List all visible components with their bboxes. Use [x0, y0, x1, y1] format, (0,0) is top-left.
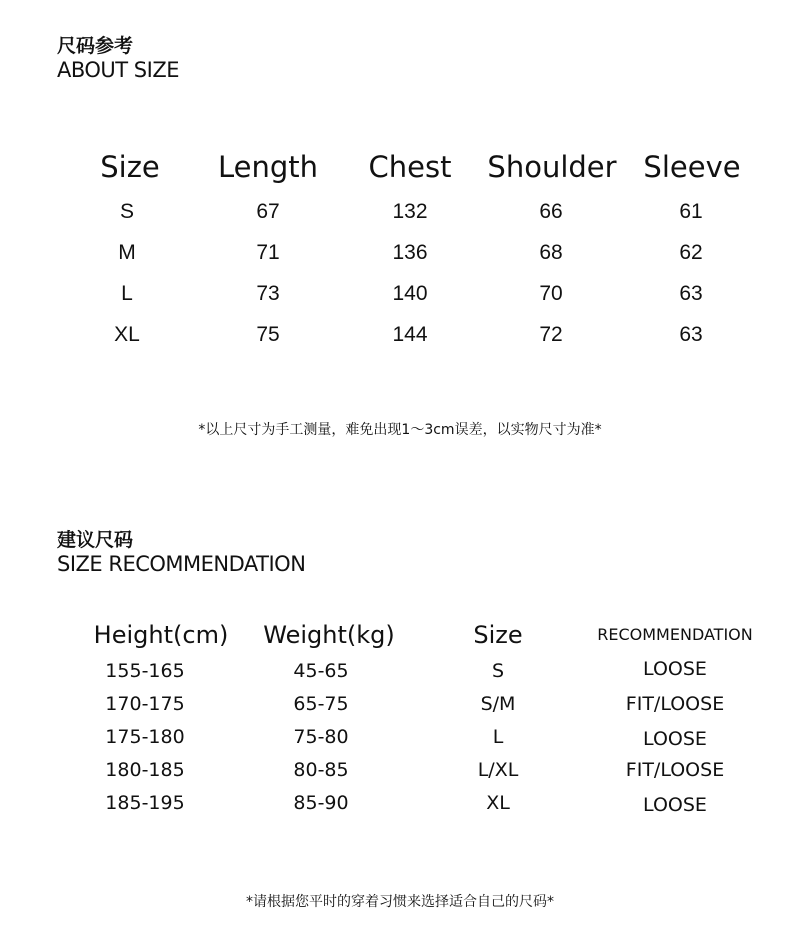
fit-cell: LOOSE — [643, 728, 707, 750]
height-cell: 170-175 — [105, 693, 185, 715]
recommendation-note: *请根据您平时的穿着习惯来选择适合自己的尺码* — [246, 894, 554, 910]
sleeve-cell: 61 — [679, 200, 703, 223]
chest-cell: 132 — [392, 200, 428, 223]
recommendation-header-height: Height(cm) — [93, 621, 229, 649]
height-cell: 180-185 — [105, 759, 185, 781]
height-cell: 155-165 — [105, 660, 185, 682]
about-size-title-cn: 尺码参考 — [57, 35, 134, 57]
weight-cell: 75-80 — [293, 726, 349, 748]
about-size-title-en: ABOUT SIZE — [57, 58, 179, 82]
weight-cell: 85-90 — [293, 792, 349, 814]
recommendation-title-en: SIZE RECOMMENDATION — [57, 552, 306, 576]
size-cell: M — [118, 241, 136, 264]
shoulder-cell: 70 — [539, 282, 563, 305]
size-cell: S — [119, 200, 135, 223]
fit-cell: LOOSE — [643, 658, 707, 680]
size-table-header-size: Size — [100, 150, 160, 184]
recommendation-header-weight: Weight(kg) — [263, 621, 395, 649]
weight-cell: 80-85 — [293, 759, 349, 781]
size-table-header-chest: Chest — [368, 150, 452, 184]
recommendation-header-size: Size — [473, 621, 523, 649]
size-cell: L — [492, 726, 504, 748]
size-cell: XL — [486, 792, 510, 814]
size-cell: L/XL — [477, 759, 519, 781]
length-cell: 73 — [256, 282, 280, 305]
size-cell: S/M — [480, 693, 516, 715]
height-cell: 185-195 — [105, 792, 185, 814]
chest-cell: 140 — [392, 282, 428, 305]
weight-cell: 45-65 — [293, 660, 349, 682]
size-table-header-sleeve: Sleeve — [643, 150, 741, 184]
fit-cell: FIT/LOOSE — [625, 693, 725, 715]
fit-cell: FIT/LOOSE — [625, 759, 725, 781]
size-table-header-shoulder: Shoulder — [487, 150, 617, 184]
sleeve-cell: 63 — [679, 323, 703, 346]
measurement-note: *以上尺寸为手工测量，难免出现1～3cm误差，以实物尺寸为准* — [198, 422, 602, 438]
chest-cell: 136 — [392, 241, 428, 264]
sleeve-cell: 62 — [679, 241, 703, 264]
recommendation-header-recommendation: RECOMMENDATION — [597, 625, 753, 644]
chest-cell: 144 — [392, 323, 428, 346]
size-cell: L — [121, 282, 133, 305]
length-cell: 75 — [256, 323, 280, 346]
size-cell: S — [491, 660, 505, 682]
weight-cell: 65-75 — [293, 693, 349, 715]
size-cell: XL — [114, 323, 140, 346]
fit-cell: LOOSE — [643, 794, 707, 816]
shoulder-cell: 66 — [539, 200, 563, 223]
height-cell: 175-180 — [105, 726, 185, 748]
shoulder-cell: 72 — [539, 323, 563, 346]
length-cell: 67 — [256, 200, 280, 223]
length-cell: 71 — [256, 241, 280, 264]
shoulder-cell: 68 — [539, 241, 563, 264]
size-table-header-length: Length — [217, 150, 319, 184]
sleeve-cell: 63 — [679, 282, 703, 305]
recommendation-title-cn: 建议尺码 — [57, 529, 134, 551]
